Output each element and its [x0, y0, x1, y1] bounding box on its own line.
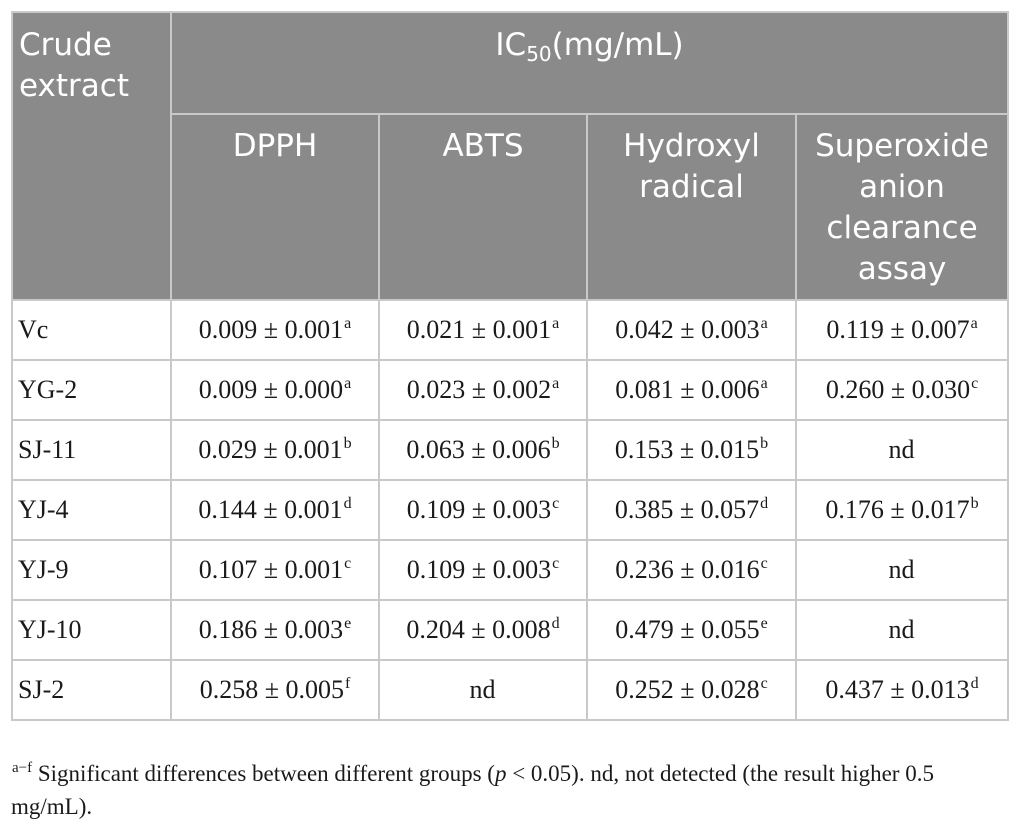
cell-value: nd: [888, 435, 915, 464]
footnote-p-symbol: p: [494, 761, 507, 786]
cell-value: 0.260 ± 0.030: [825, 375, 971, 404]
cell-superscript: a: [344, 315, 352, 332]
ic-subscript: 50: [526, 42, 552, 66]
ic50-table: [11, 11, 1009, 721]
cell-superscript: a: [760, 315, 768, 332]
table-cell: [796, 480, 1008, 540]
cell-value: nd: [469, 675, 496, 704]
cell-superscript: f: [344, 675, 351, 692]
cell-value: 0.009 ± 0.001: [198, 315, 344, 344]
cell-superscript: d: [343, 495, 352, 512]
table-cell: [171, 480, 379, 540]
table-cell: [587, 420, 796, 480]
table-cell: [379, 300, 587, 360]
cell-superscript: d: [970, 675, 979, 692]
table-cell: [171, 540, 379, 600]
cell-superscript: a: [760, 375, 768, 392]
table-cell: [379, 660, 587, 720]
cell-superscript: c: [552, 555, 560, 572]
row-label: YG-2: [12, 360, 171, 420]
table-cell: [587, 600, 796, 660]
cell-value: 0.176 ± 0.017: [825, 495, 970, 524]
cell-superscript: d: [760, 495, 769, 512]
ic-label: IC: [495, 27, 527, 63]
cell-value: 0.186 ± 0.003: [198, 615, 344, 644]
table-cell: [171, 420, 379, 480]
cell-superscript: e: [760, 615, 768, 632]
header-superoxide-anion: Superoxide anion clearance assay: [796, 114, 1008, 300]
cell-superscript: b: [760, 435, 769, 452]
cell-value: 0.258 ± 0.005: [199, 675, 344, 704]
header-crude-extract: Crude extract: [12, 12, 171, 300]
table-cell: [379, 360, 587, 420]
table-cell: [796, 300, 1008, 360]
table-row: [12, 300, 1008, 360]
cell-value: 0.063 ± 0.006: [406, 435, 551, 464]
table-cell: [587, 660, 796, 720]
row-label: SJ-2: [12, 660, 171, 720]
table-cell: [379, 600, 587, 660]
header-dpph: DPPH: [171, 114, 379, 300]
table-row: [12, 540, 1008, 600]
table-cell: [796, 600, 1008, 660]
ic-unit: (mg/mL): [551, 27, 684, 63]
table-footnote: [11, 757, 1011, 823]
cell-superscript: b: [343, 435, 352, 452]
table-row: [12, 600, 1008, 660]
data-table-container: [11, 11, 1007, 721]
cell-value: 0.029 ± 0.001: [198, 435, 343, 464]
cell-superscript: d: [551, 615, 560, 632]
row-label: YJ-4: [12, 480, 171, 540]
header-ic50: [171, 12, 1008, 114]
table-cell: [796, 420, 1008, 480]
table-cell: [587, 480, 796, 540]
header-abts: ABTS: [379, 114, 587, 300]
cell-value: 0.109 ± 0.003: [406, 495, 552, 524]
cell-value: 0.153 ± 0.015: [614, 435, 760, 464]
cell-superscript: b: [970, 495, 979, 512]
cell-superscript: a: [970, 315, 978, 332]
cell-value: 0.009 ± 0.000: [198, 375, 344, 404]
table-cell: [171, 600, 379, 660]
table-cell: [379, 420, 587, 480]
row-label: Vc: [12, 300, 171, 360]
table-cell: [796, 360, 1008, 420]
cell-value: 0.021 ± 0.001: [406, 315, 552, 344]
cell-value: 0.437 ± 0.013: [825, 675, 970, 704]
table-cell: [587, 540, 796, 600]
table-cell: [796, 540, 1008, 600]
table-cell: [796, 660, 1008, 720]
table-cell: [171, 300, 379, 360]
cell-value: 0.252 ± 0.028: [615, 675, 760, 704]
table-cell: [587, 360, 796, 420]
table-cell: [379, 480, 587, 540]
row-label: YJ-9: [12, 540, 171, 600]
footnote-superscript: a−f: [12, 760, 33, 776]
cell-superscript: c: [760, 675, 768, 692]
cell-value: 0.042 ± 0.003: [615, 315, 760, 344]
cell-superscript: c: [971, 375, 979, 392]
cell-value: 0.385 ± 0.057: [614, 495, 760, 524]
cell-superscript: c: [552, 495, 560, 512]
cell-superscript: e: [344, 615, 352, 632]
cell-value: 0.144 ± 0.001: [198, 495, 343, 524]
cell-value: 0.109 ± 0.003: [406, 555, 552, 584]
cell-value: 0.119 ± 0.007: [826, 315, 970, 344]
cell-value: 0.204 ± 0.008: [406, 615, 551, 644]
cell-value: nd: [888, 615, 915, 644]
cell-superscript: c: [344, 555, 352, 572]
row-label: SJ-11: [12, 420, 171, 480]
cell-value: 0.107 ± 0.001: [198, 555, 344, 584]
table-cell: [587, 300, 796, 360]
table-cell: [171, 360, 379, 420]
footnote-text-2: < 0.05). nd, not detected (the result higher 0.5 mg/mL).: [11, 761, 934, 819]
table-row: [12, 420, 1008, 480]
cell-superscript: a: [344, 375, 352, 392]
cell-value: 0.081 ± 0.006: [615, 375, 760, 404]
cell-value: 0.479 ± 0.055: [615, 615, 760, 644]
cell-superscript: b: [551, 435, 560, 452]
cell-value: 0.023 ± 0.002: [406, 375, 552, 404]
footnote-text-1: Significant differences between different groups (: [32, 761, 495, 786]
cell-superscript: a: [552, 315, 560, 332]
table-row: [12, 660, 1008, 720]
cell-value: 0.236 ± 0.016: [615, 555, 760, 584]
cell-superscript: c: [760, 555, 768, 572]
row-label: YJ-10: [12, 600, 171, 660]
table-row: [12, 480, 1008, 540]
header-hydroxyl-radical: Hydroxyl radical: [587, 114, 796, 300]
cell-value: nd: [888, 555, 915, 584]
cell-superscript: a: [552, 375, 560, 392]
table-cell: [171, 660, 379, 720]
table-row: [12, 360, 1008, 420]
table-cell: [379, 540, 587, 600]
